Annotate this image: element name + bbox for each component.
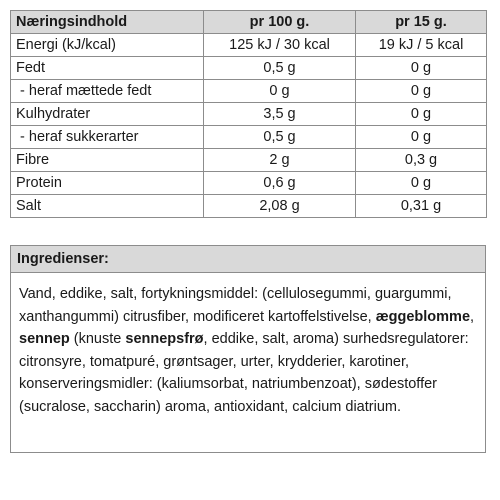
nutrient-name: - heraf sukkerarter bbox=[11, 126, 204, 149]
value-per-100g: 0,6 g bbox=[204, 172, 356, 195]
header-per-100g: pr 100 g. bbox=[204, 11, 356, 34]
allergen-egg-yolk: æggeblomme bbox=[375, 308, 471, 325]
value-per-100g: 2 g bbox=[204, 149, 356, 172]
nutrient-name: Kulhydrater bbox=[11, 103, 204, 126]
table-row bbox=[11, 195, 487, 218]
value-per-15g: 0 g bbox=[356, 172, 487, 195]
value-per-100g: 3,5 g bbox=[204, 103, 356, 126]
value-per-100g: 0 g bbox=[204, 80, 356, 103]
value-per-15g: 0,31 g bbox=[356, 195, 487, 218]
nutrient-name: Salt bbox=[11, 195, 204, 218]
ingredients-segment: , bbox=[470, 308, 475, 325]
nutrient-name: Fibre bbox=[11, 149, 204, 172]
allergen-mustard: sennep bbox=[19, 331, 70, 347]
header-nutrient: Næringsindhold bbox=[11, 11, 204, 34]
table-row bbox=[11, 126, 487, 149]
nutrient-name: Protein bbox=[11, 172, 204, 195]
table-row bbox=[11, 80, 487, 103]
allergen-mustard-seeds: sennepsfrø bbox=[125, 331, 204, 347]
value-per-15g: 0 g bbox=[356, 80, 487, 103]
value-per-15g: 0,3 g bbox=[356, 149, 487, 172]
table-row bbox=[11, 34, 487, 57]
header-per-15g: pr 15 g. bbox=[356, 11, 487, 34]
value-per-15g: 0 g bbox=[356, 126, 487, 149]
nutrient-name: Fedt bbox=[11, 57, 204, 80]
table-row bbox=[11, 149, 487, 172]
ingredients-segment: Vand, eddike, salt, fortykningsmiddel: (cellulosegummi, guargummi, xanthangummi) citrusfiber, modificeret kartoffelstivelse, bbox=[19, 286, 452, 325]
value-per-100g: 0,5 g bbox=[204, 126, 356, 149]
nutrient-name: - heraf mættede fedt bbox=[11, 80, 204, 103]
nutrition-header-row bbox=[11, 11, 487, 34]
nutrient-name: Energi (kJ/kcal) bbox=[11, 34, 204, 57]
value-per-15g: 0 g bbox=[356, 103, 487, 126]
ingredients-box bbox=[10, 245, 486, 453]
value-per-100g: 2,08 g bbox=[204, 195, 356, 218]
value-per-100g: 125 kJ / 30 kcal bbox=[204, 34, 356, 57]
ingredients-heading: Ingredienser: bbox=[11, 246, 485, 273]
value-per-15g: 19 kJ / 5 kcal bbox=[356, 34, 487, 57]
value-per-15g: 0 g bbox=[356, 57, 487, 80]
nutrition-table bbox=[10, 10, 487, 218]
ingredients-segment: (knuste bbox=[69, 331, 126, 347]
ingredients-segment: , eddike, salt, aroma) surhedsregulatorer: citronsyre, tomatpuré, grøntsager, urter, krydderier, karotiner, konserveringsmidler: (kaliumsorbat, natriumbenzoat), sødestoffer (sucralose, saccharin) aroma, antioxidant, calcium diatrium. bbox=[19, 331, 469, 415]
ingredients-text bbox=[11, 273, 485, 418]
table-row bbox=[11, 103, 487, 126]
table-row bbox=[11, 57, 487, 80]
table-row bbox=[11, 172, 487, 195]
value-per-100g: 0,5 g bbox=[204, 57, 356, 80]
